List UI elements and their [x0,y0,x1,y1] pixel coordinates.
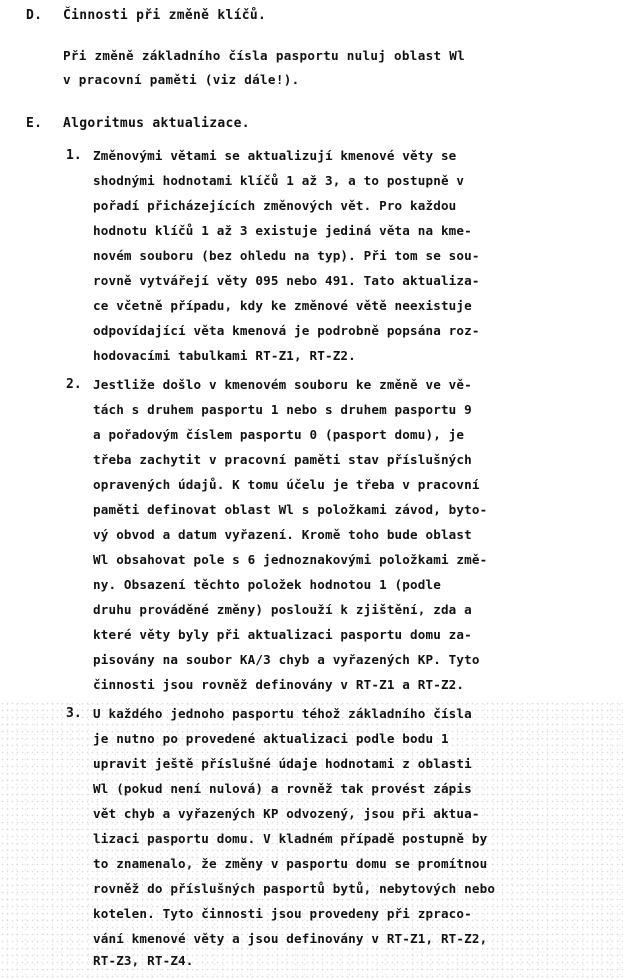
item-2-line: které věty byly při aktualizaci pasportu domu za- [93,627,472,642]
item-1-line: Změnovými větami se aktualizují kmenové věty se [93,148,457,163]
item-1-line: hodovacími tabulkami RT-Z1, RT-Z2. [93,348,356,363]
item-1-number: 1. [66,148,82,163]
item-3-line: vání kmenové věty a jsou definovány v RT-Z1, RT-Z2, [93,931,488,946]
item-2-line: paměti definovat oblast Wl s položkami závod, byto- [93,502,488,517]
item-3-line: to znamenalo, že změny v pasportu domu se promítnou [93,856,488,871]
section-e-title: Algoritmus aktualizace. [63,116,250,131]
section-e [26,116,596,136]
item-2-line: třeba zachytit v pracovní paměti stav příslušných [93,452,472,467]
section-e-letter: E. [26,116,43,131]
item-3-line: upravit ještě příslušné údaje hodnotami z oblasti [93,756,472,771]
item-2-line: činnosti jsou rovněž definovány v RT-Z1 a RT-Z2. [93,677,465,692]
item-3-line: RT-Z3, RT-Z4. [93,953,194,968]
item-1-line: hodnotu klíčů 1 až 3 existuje jediná věta na kme- [93,223,472,238]
item-2-line: opravených údajů. K tomu účelu je třeba v pracovní [93,477,480,492]
item-3-line: Wl (pokud není nulová) a rovněž tak provést zápis [93,781,472,796]
item-2-line: Jestliže došlo v kmenovém souboru ke změně ve vě- [93,377,472,392]
item-3-line: lizaci pasportu domu. V kladném případě postupně by [93,831,488,846]
section-d-title: Činnosti při změně klíčů. [63,8,267,23]
item-2-number: 2. [66,377,82,392]
item-2-line: a pořadovým číslem pasportu 0 (pasport domu), je [93,427,465,442]
item-3-line: je nutno po provedené aktualizaci podle bodu 1 [93,731,449,746]
item-3-line: vět chyb a vyřazených KP odvozený, jsou při aktua- [93,806,480,821]
item-2-line: Wl obsahovat pole s 6 jednoznakovými položkami změ- [93,552,488,567]
item-1-line: odpovídající věta kmenová je podrobně popsána roz- [93,323,480,338]
item-1-line: novém souboru (bez ohledu na typ). Při tom se sou- [93,248,480,263]
section-d-letter: D. [26,8,43,23]
item-3-number: 3. [66,706,82,721]
item-1-line: shodnými hodnotami klíčů 1 až 3, a to postupně v [93,173,465,188]
item-2-line: tách s druhem pasportu 1 nebo s druhem pasportu 9 [93,402,472,417]
section-d-line-2: v pracovní paměti (viz dále!). [63,72,300,87]
item-2-line: vý obvod a datum vyřazení. Kromě toho bude oblast [93,527,472,542]
item-2-line: druhu prováděné změny) poslouží k zjištění, zda a [93,602,472,617]
section-d [26,8,596,98]
item-3-line: rovněž do příslušných pasportů bytů, nebytových nebo [93,881,496,896]
section-d-line-1: Při změně základního čísla pasportu nuluj oblast Wl [63,48,465,63]
item-2-line: pisovány na soubor KA/3 chyb a vyřazených KP. Tyto [93,652,480,667]
item-3-line: U každého jednoho pasportu téhož základního čísla [93,706,472,721]
item-3-line: kotelen. Tyto činnosti jsou provedeny při zpraco- [93,906,472,921]
item-1-line: ce včetně případu, kdy ke změnové větě neexistuje [93,298,472,313]
item-2-line: ny. Obsazení těchto položek hodnotou 1 (podle [93,577,441,592]
item-1-line: rovně vytvářejí věty 095 nebo 491. Tato aktualiza- [93,273,480,288]
item-1-line: pořadí přicházejících změnových vět. Pro každou [93,198,457,213]
